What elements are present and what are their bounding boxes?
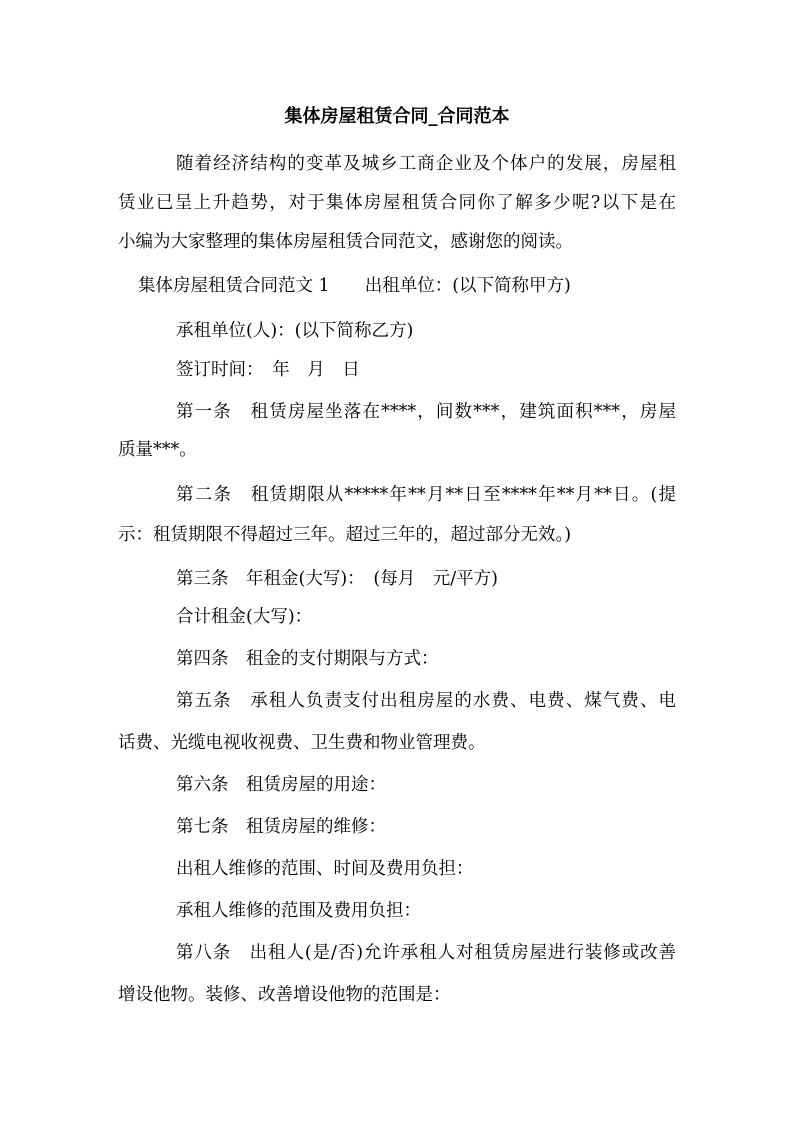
sample-heading-line: 集体房屋租赁合同范文 1 出租单位：(以下简称甲方) — [138, 276, 571, 296]
article-1-line-2: 质量***。 — [118, 440, 197, 460]
intro-line-2: 赁业已呈上升趋势，对于集体房屋租赁合同你了解多少呢?以下是在 — [118, 193, 676, 213]
lessor-repair-line: 出租人维修的范围、时间及费用负担： — [176, 859, 474, 879]
article-2-line-2: 示：租赁期限不得超过三年。超过三年的，超过部分无效。) — [118, 525, 572, 545]
article-8-line-2: 增设他物。装修、改善增设他物的范围是： — [118, 985, 451, 1005]
article-1-line-1: 第一条 租赁房屋坐落在****，间数***，建筑面积***，房屋 — [176, 402, 676, 422]
article-8-line-1: 第八条 出租人(是/否)允许承租人对租赁房屋进行装修或改善 — [176, 943, 676, 963]
total-rent-line: 合计租金(大写)： — [176, 607, 313, 627]
article-7-line: 第七条 租赁房屋的维修： — [176, 817, 386, 837]
lessee-line: 承租单位(人)：(以下简称乙方) — [176, 321, 414, 341]
article-6-line: 第六条 租赁房屋的用途： — [176, 775, 386, 795]
intro-line-3: 小编为大家整理的集体房屋租赁合同范文，感谢您的阅读。 — [118, 232, 573, 252]
document-title: 集体房屋租赁合同_合同范本 — [284, 106, 510, 127]
article-5-line-2: 话费、光缆电视收视费、卫生费和物业管理费。 — [118, 733, 486, 753]
article-5-line-1: 第五条 承租人负责支付出租房屋的水费、电费、煤气费、电 — [176, 691, 676, 711]
lessee-repair-line: 承租人维修的范围及费用负担： — [176, 901, 421, 921]
article-3-line: 第三条 年租金(大写)： (每月 元/平方) — [176, 569, 498, 589]
article-2-line-1: 第二条 租赁期限从*****年**月**日至****年**月**日。(提 — [176, 485, 676, 505]
intro-line-1: 随着经济结构的变革及城乡工商企业及个体户的发展，房屋租 — [176, 154, 676, 174]
signing-date-line: 签订时间： 年 月 日 — [176, 360, 360, 380]
article-4-line: 第四条 租金的支付期限与方式： — [176, 649, 439, 669]
